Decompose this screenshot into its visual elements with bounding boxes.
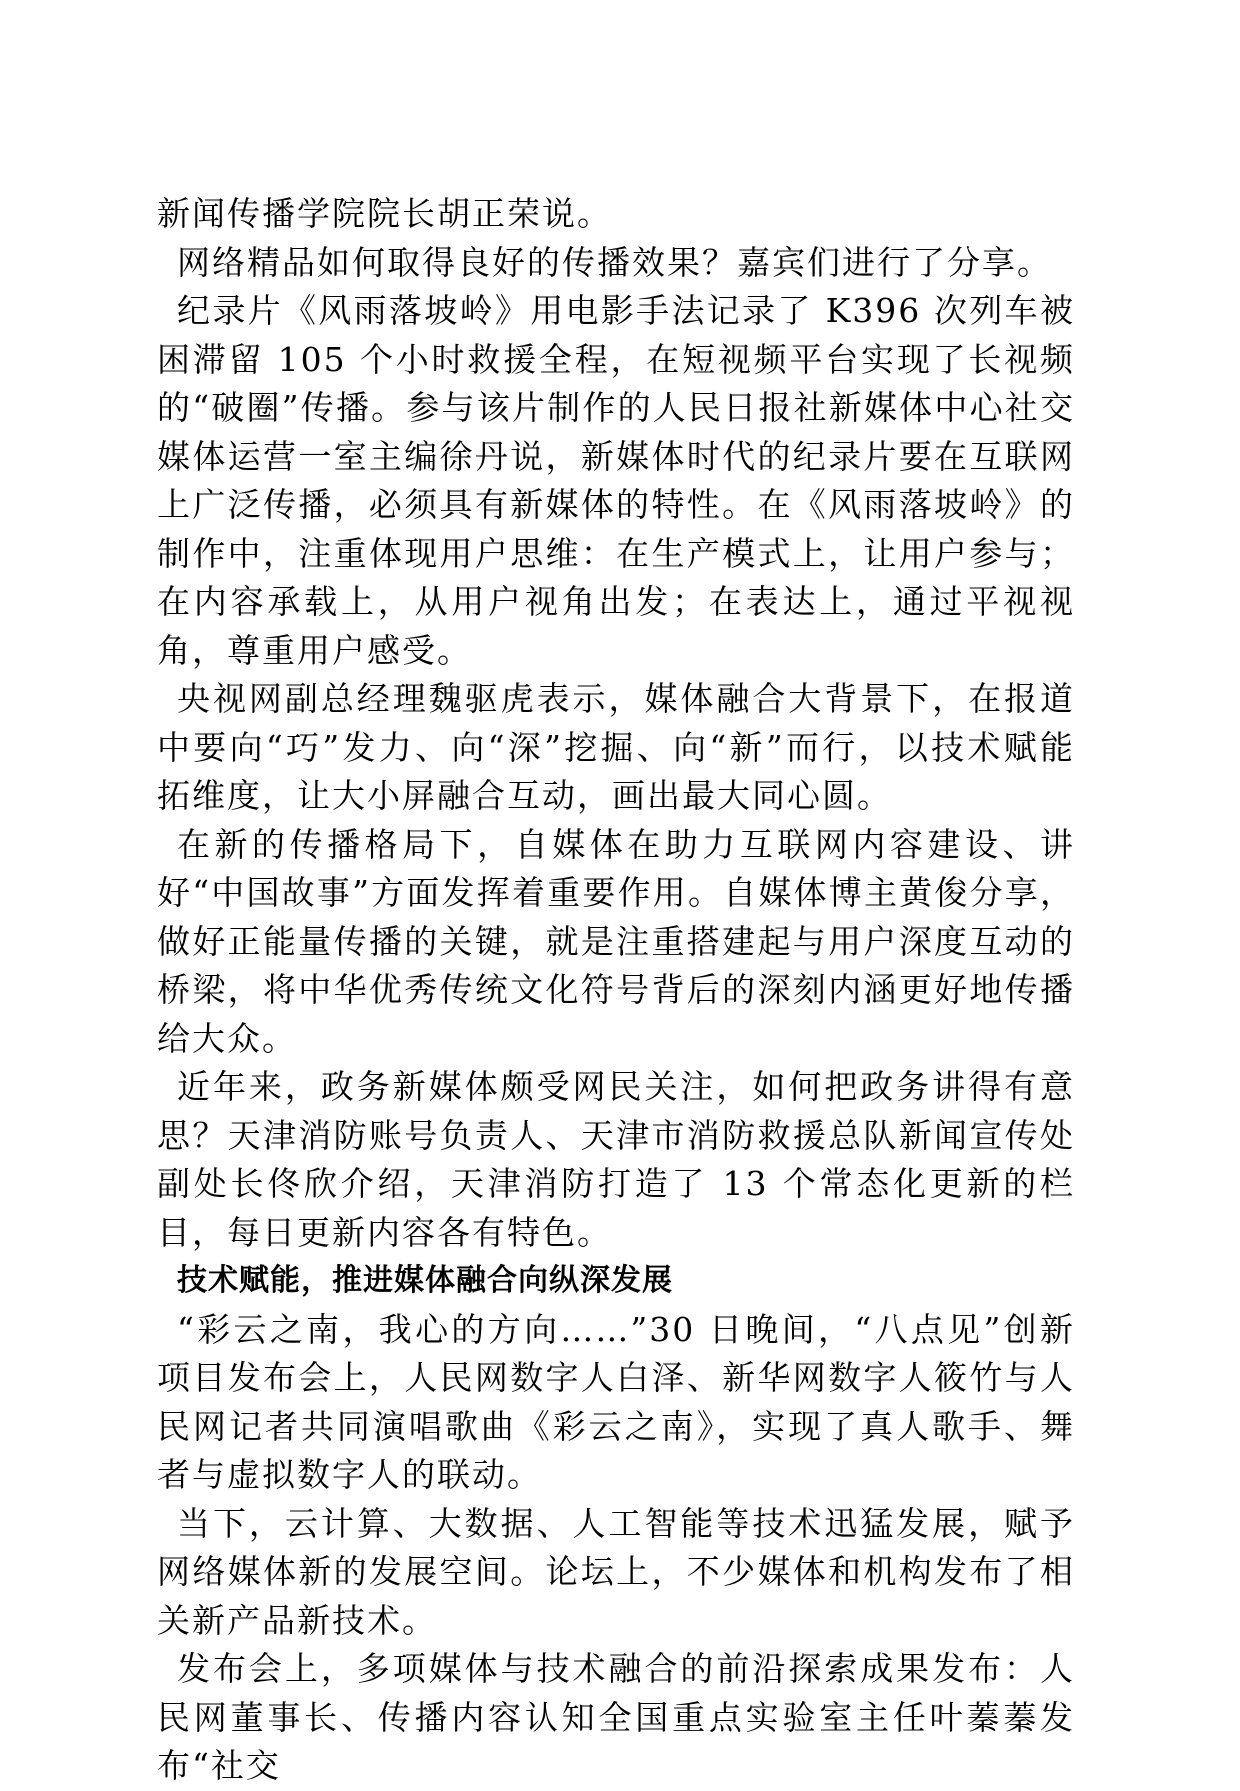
paragraph: 网络精品如何取得良好的传播效果？嘉宾们进行了分享。 — [177, 242, 1052, 282]
paragraph: 纪录片《风雨落坡岭》用电影手法记录了 K396 次列车被困滞留 105 个小时救援全程，在短视频平台实现了长视频的“破圈”传播。参与该片制作的人民日报社新媒体中心社交媒体运营一室主编徐丹说，新媒体时代的纪录片要在互联网上广泛传播，必须具有新媒体的特性。在《风雨落坡岭》的制作中，注重体现用户思维：在生产模式上，让用户参与；在内容承载上，从用户视角出发；在表达上，通过平视视角，尊重用户感受。 — [157, 291, 1075, 670]
paragraph: 央视网副总经理魏驱虎表示，媒体融合大背景下，在报道中要向“巧”发力、向“深”挖掘、向“新”而行，以技术赋能拓维度，让大小屏融合互动，画出最大同心圆。 — [157, 679, 1075, 815]
paragraph: 当下，云计算、大数据、人工智能等技术迅猛发展，赋予网络媒体新的发展空间。论坛上，不少媒体和机构发布了相关新产品新技术。 — [157, 1503, 1075, 1640]
paragraph: 近年来，政务新媒体颇受网民关注，如何把政务讲得有意思？天津消防账号负责人、天津市消防救援总队新闻宣传处副处长佟欣介绍，天津消防打造了 13 个常态化更新的栏目，每日更新内容各有特色。 — [157, 1067, 1075, 1252]
section-heading: 技术赋能，推进媒体融合向纵深发展 — [177, 1263, 673, 1298]
paragraph: “彩云之南，我心的方向……”30 日晚间，“八点见”创新项目发布会上，人民网数字人白泽、新华网数字人筱竹与人民网记者共同演唱歌曲《彩云之南》，实现了真人歌手、舞者与虚拟数字人的联动。 — [157, 1309, 1075, 1494]
paragraph: 发布会上，多项媒体与技术融合的前沿探索成果发布：人民网董事长、传播内容认知全国重点实验室主任叶蓁蓁发布“社交 — [157, 1649, 1075, 1785]
article-body — [157, 190, 1075, 1791]
paragraph: 在新的传播格局下，自媒体在助力互联网内容建设、讲好“中国故事”方面发挥着重要作用。自媒体博主黄俊分享，做好正能量传播的关键，就是注重搭建起与用户深度互动的桥梁，将中华优秀传统文化符号背后的深刻内涵更好地传播给大众。 — [157, 824, 1075, 1058]
paragraph: 新闻传播学院院长胡正荣说。 — [157, 194, 612, 233]
